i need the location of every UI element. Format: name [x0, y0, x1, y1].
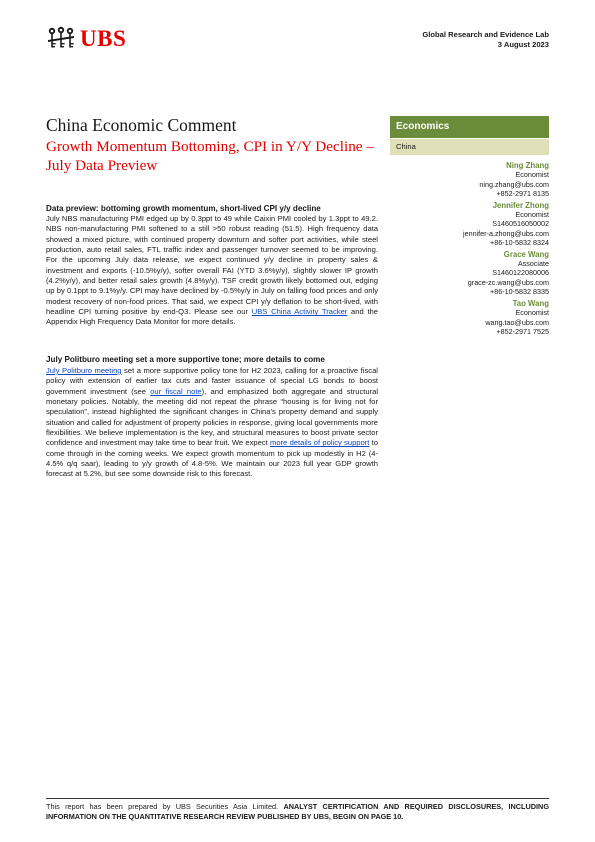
keys-emblem-icon — [46, 26, 76, 50]
category-badge: Economics — [390, 116, 549, 138]
header-meta — [422, 30, 549, 50]
paragraph-text: to come through in the coming weeks. We expect growth momentum to pick up modestly in H2 (4-4.5% q/q saar), leading to y/y growth of 4.8-5%. We maintain our 2023 full year GDP growth forecast at 5.2%, but see some downside risk to this forecast. — [46, 438, 378, 479]
paragraph-text: ), and emphasized both aggregate and structural monetary policies. Notably, the meeting did not repeat the phrase “housing is for living not for speculation”, instead highlighted the significant changes in China’s property demand and supply situation and called for adjustment of property policies in response, giving local governments more flexibilities. We believe implementation is the key, and structural measures to boost private sector confidence and investment may take time to bear fruit. We expect — [46, 386, 379, 448]
author-card — [369, 201, 549, 248]
author-phone: +852-2971 8135 — [496, 189, 549, 199]
author-card — [369, 299, 549, 337]
report-date: 3 August 2023 — [497, 40, 549, 49]
author-title: Economist — [515, 308, 549, 318]
author-name: Tao Wang — [512, 298, 549, 308]
section-heading: July Politburo meeting set a more supportive tone; more details to come — [46, 355, 325, 364]
author-name: Ning Zhang — [506, 161, 549, 170]
author-phone: +852-2971 7525 — [496, 326, 549, 336]
paragraph-text: set a more supportive policy tone for H2 2023, calling for a proactive fiscal policy with extension of earlier tax cuts and faster issuance of special LG bonds to boost government investment (see — [46, 366, 378, 396]
fiscal-note-link[interactable]: our fiscal note — [150, 386, 202, 396]
footer-divider — [46, 798, 549, 799]
footer-disclosure — [46, 802, 549, 821]
section-heading: Data preview: bottoming growth momentum, short-lived CPI y/y decline — [46, 204, 321, 213]
author-card — [369, 250, 549, 297]
section-paragraph — [46, 214, 378, 328]
author-title: Economist — [515, 170, 549, 180]
author-list — [369, 161, 549, 338]
ubs-logo — [46, 26, 126, 50]
politburo-meeting-link[interactable]: July Politburo meeting — [46, 366, 122, 375]
author-phone: +86-10-5832 8335 — [490, 287, 549, 297]
author-email[interactable]: wang.tao@ubs.com — [485, 317, 549, 327]
author-phone: +86-10-5832 8324 — [490, 238, 549, 248]
activity-tracker-link[interactable]: UBS China Activity Tracker — [251, 307, 348, 317]
paragraph-text: and the Appendix High Frequency Data Monitor for more details. — [46, 307, 378, 327]
policy-support-link[interactable]: more details of policy support — [270, 438, 370, 448]
author-email[interactable]: grace-zc.wang@ubs.com — [467, 277, 549, 287]
author-title: Economist — [515, 210, 549, 220]
footer-text: This report has been prepared by UBS Securities Asia Limited. — [46, 802, 284, 811]
brand-name: UBS — [80, 25, 127, 51]
document-title: Growth Momentum Bottoming, CPI in Y/Y Decline – July Data Preview — [46, 138, 374, 174]
author-name: Grace Wang — [503, 249, 549, 259]
paragraph-text: July NBS manufacturing PMI edged up by 0.3ppt to 49 while Caixin PMI cooled by 1.3ppt to 49.2. NBS non-manufacturing PMI softened to a still >50 robust reading (51.5). High frequency data showed a mixed picture, with continued property downturn and softer port activities, while steel production, auto retail sales, FTL traffic index and passenger turnover seemed to be improving. For the upcoming July data release, we expect continued y/y decline in property sales & investment and exports (-10.5%y/y), softer overall FAI (YTD 3.6%y/y), slightly slower IP growth (4.2%y/y), and better retail sales growth (4.8%y/y). TSF credit growth likely bottomed out, edging up by 0.1ppt to 9.1%y/y. CPI may have declined by -0.5%y/y in July on falling food prices and only modest recovery of non-food prices. That said, we expect CPI y/y deflation to be short-lived, with headline CPI turning positive by end-Q3. Please see our — [46, 214, 378, 317]
author-registration: S1460122080006 — [492, 268, 549, 278]
footer-bold-text: ANALYST CERTIFICATION AND REQUIRED DISCLOSURES, INCLUDING INFORMATION ON THE QUANTITATIVE RESEARCH REVIEW PUBLISHED BY UBS, BEGIN ON PAGE 10. — [46, 802, 549, 821]
author-name: Jennifer Zhong — [492, 200, 549, 210]
author-email[interactable]: ning.zhang@ubs.com — [479, 179, 549, 189]
author-email[interactable]: jennifer-a.zhong@ubs.com — [462, 228, 549, 238]
lab-name: Global Research and Evidence Lab — [422, 30, 549, 39]
author-title: Associate — [517, 259, 549, 269]
author-card — [369, 161, 549, 199]
region-badge: China — [390, 139, 549, 155]
document-type: China Economic Comment — [46, 115, 237, 135]
author-registration: S1460516050002 — [492, 219, 549, 229]
section-paragraph — [46, 366, 378, 480]
